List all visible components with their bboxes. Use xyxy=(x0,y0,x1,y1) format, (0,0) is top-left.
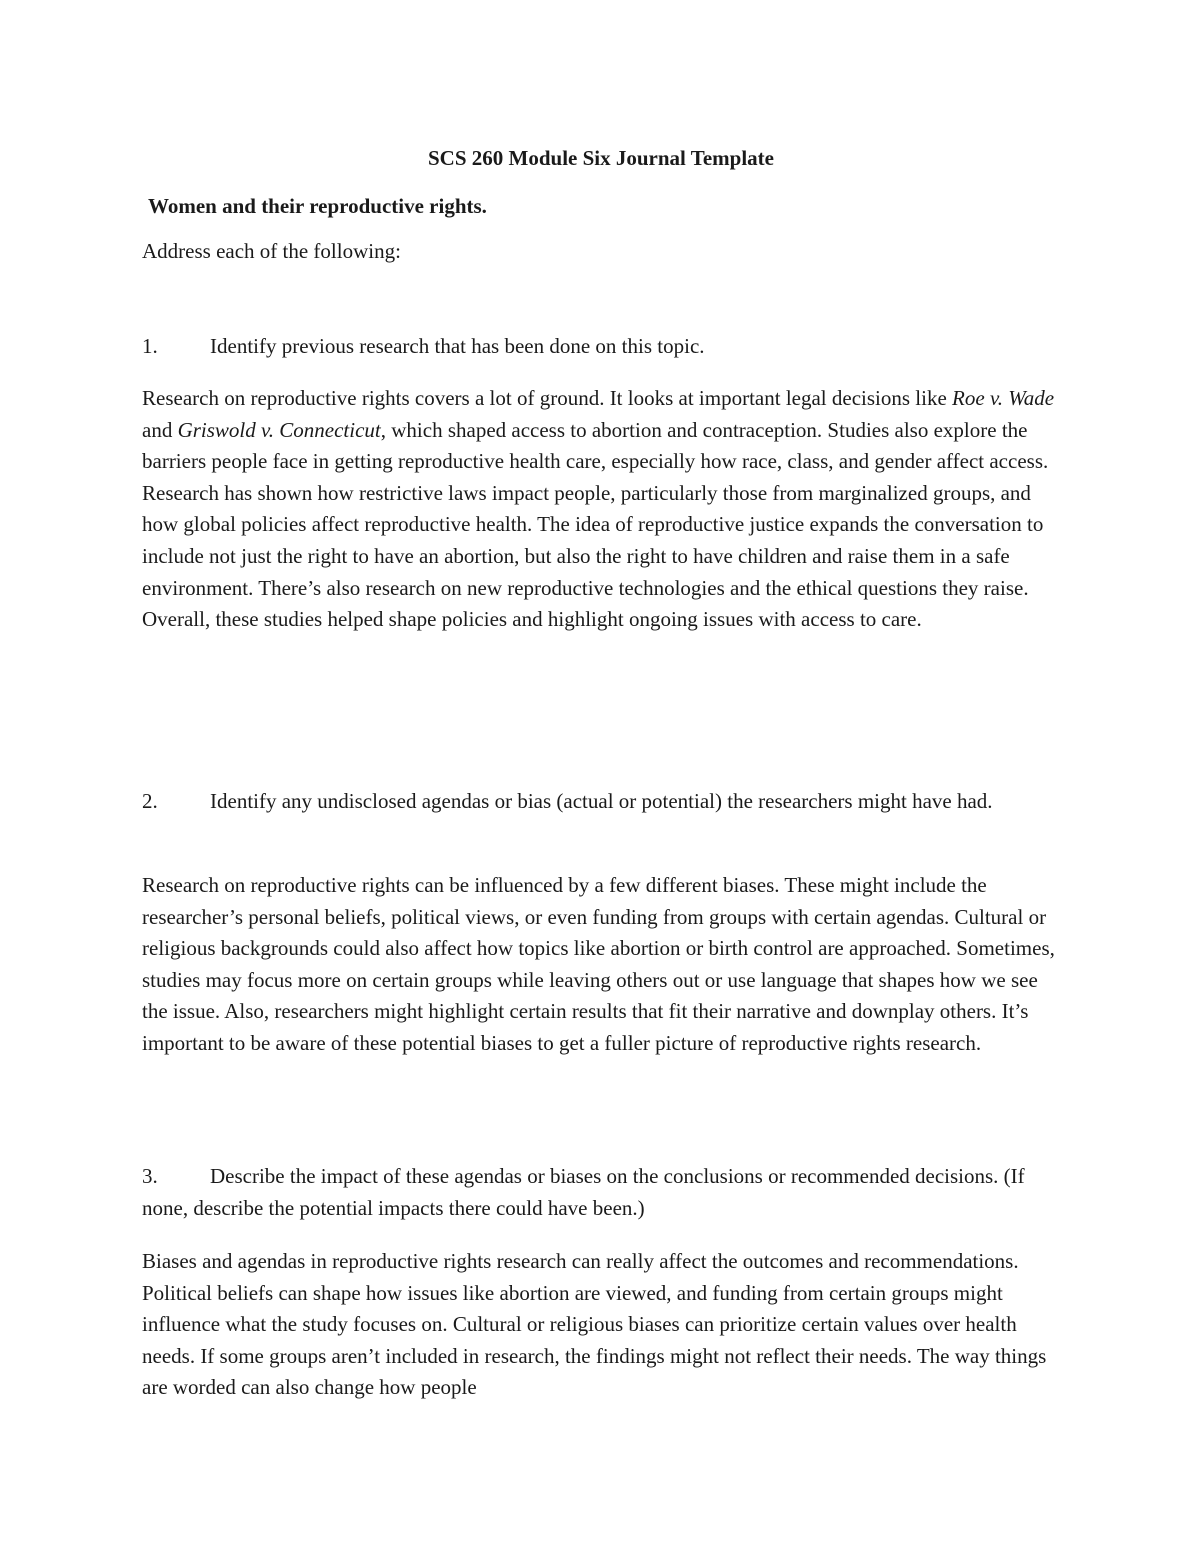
question-number: 3. xyxy=(142,1164,158,1188)
question-3 xyxy=(142,1160,1060,1224)
answer-2: Research on reproductive rights can be influenced by a few different biases. These might include the researcher’s personal beliefs, political views, or even funding from groups with certain agendas. Cultural or religious backgrounds could also affect how topics like abortion or birth control are approached. Sometimes, studies may focus more on certain groups while leaving others out or use language that shapes how we see the issue. Also, researchers might highlight certain results that fit their narrative and downplay others. It’s important to be aware of these potential biases to get a fuller picture of reproductive rights research. xyxy=(142,873,1055,1055)
question-prompt: Identify previous research that has been done on this topic. xyxy=(210,334,705,358)
document-title: SCS 260 Module Six Journal Template xyxy=(428,146,774,170)
answer-3: Biases and agendas in reproductive rights research can really affect the outcomes and recommendations. Political beliefs can shape how issues like abortion are viewed, and funding from certain groups might influence what the study focuses on. Cultural or religious biases can prioritize certain values over health needs. If some groups aren’t included in research, the findings might not reflect their needs. The way things are worded can also change how people xyxy=(142,1249,1047,1400)
question-number: 2. xyxy=(142,789,158,813)
answer-1 xyxy=(142,383,1060,636)
question-prompt: Identify any undisclosed agendas or bias (actual or potential) the researchers might have had. xyxy=(210,789,993,813)
question-prompt: Describe the impact of these agendas or biases on the conclusions or recommended decisions. (If none, describe the potential impacts there could have been.) xyxy=(142,1164,1025,1220)
question-number: 1. xyxy=(142,334,158,358)
answer-text: and xyxy=(142,417,178,442)
case-citation: Roe v. Wade xyxy=(952,386,1055,410)
question-2 xyxy=(142,785,1060,817)
question-1 xyxy=(142,330,1060,362)
instruction-text: Address each of the following: xyxy=(142,239,401,263)
case-citation: Griswold v. Connecticut xyxy=(177,417,381,442)
answer-text: , which shaped access to abortion and contraception. Studies also explore the barriers people face in getting reproductive health care, especially how race, class, and gender affect access. Research has shown how restrictive laws impact people, particularly those from marginalized groups, and how global policies affect reproductive health. The idea of reproductive justice expands the conversation to include not just the right to have an abortion, but also the right to have children and raise them in a safe environment. There’s also research on new reproductive technologies and the ethical questions they raise. Overall, these studies helped shape policies and highlight ongoing issues with access to care. xyxy=(142,417,1049,632)
answer-text: Research on reproductive rights covers a lot of ground. It looks at important legal decisions like xyxy=(142,386,953,410)
document-subtitle: Women and their reproductive rights. xyxy=(148,194,487,218)
